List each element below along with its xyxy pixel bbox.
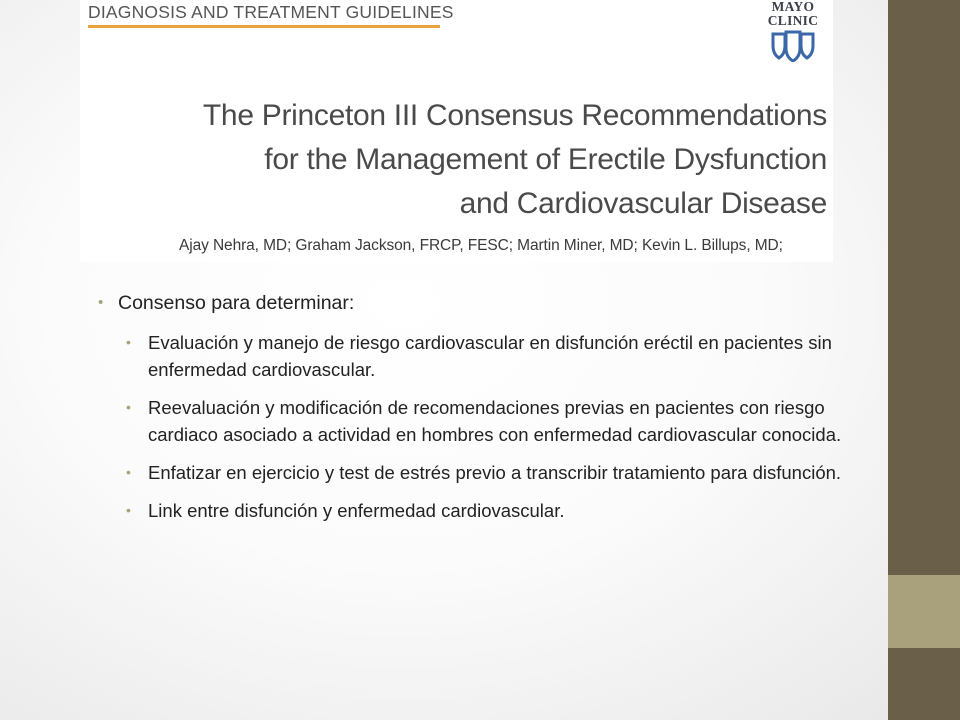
bullet-sub-item xyxy=(98,394,878,448)
sidebar-segment-bottom xyxy=(888,648,960,720)
bullet-main-text: Consenso para determinar: xyxy=(118,292,355,314)
sidebar-decoration xyxy=(888,0,960,720)
paper-title-line: and Cardiovascular Disease xyxy=(459,187,827,220)
bullet-dot-icon: • xyxy=(98,294,104,311)
sidebar-segment-top xyxy=(888,0,960,575)
paper-authors: Ajay Nehra, MD; Graham Jackson, FRCP, FESC; Martin Miner, MD; Kevin L. Billups, MD; xyxy=(179,237,783,254)
section-label-underline xyxy=(88,25,440,28)
bullet-dot-icon: • xyxy=(126,502,131,518)
paper-header-image xyxy=(80,0,833,262)
paper-title-line: The Princeton III Consensus Recommendations xyxy=(202,99,827,132)
bullet-sub-text: Evaluación y manejo de riesgo cardiovascular en disfunción eréctil en pacientes sin enfermedad cardiovascular. xyxy=(148,332,832,380)
paper-title xyxy=(127,94,827,226)
section-label: DIAGNOSIS AND TREATMENT GUIDELINES xyxy=(88,2,454,22)
bullet-dot-icon: • xyxy=(126,334,131,350)
bullet-sub-text: Link entre disfunción y enfermedad cardiovascular. xyxy=(148,500,565,521)
bullet-sub-text: Enfatizar en ejercicio y test de estrés previo a transcribir tratamiento para disfunción. xyxy=(148,462,842,483)
logo-line-2: CLINIC xyxy=(767,13,819,28)
mayo-clinic-logo xyxy=(762,0,824,70)
bullet-sub-text: Reevaluación y modificación de recomendaciones previas en pacientes con riesgo cardiaco asociado a actividad en hombres con enfermedad cardiovascular conocida. xyxy=(148,397,842,445)
sidebar-segment-accent xyxy=(888,575,960,648)
bullet-sub-item xyxy=(98,459,878,486)
paper-title-line: for the Management of Erectile Dysfunction xyxy=(264,143,827,176)
bullet-dot-icon: • xyxy=(126,399,131,415)
logo-line-1: MAYO xyxy=(771,0,815,14)
bullet-dot-icon: • xyxy=(126,464,131,480)
bullet-sub-item xyxy=(98,497,878,524)
bullet-sub-item xyxy=(98,329,878,383)
bullet-list xyxy=(98,290,878,535)
bullet-main xyxy=(98,290,878,316)
mayo-shields-icon xyxy=(770,30,816,62)
